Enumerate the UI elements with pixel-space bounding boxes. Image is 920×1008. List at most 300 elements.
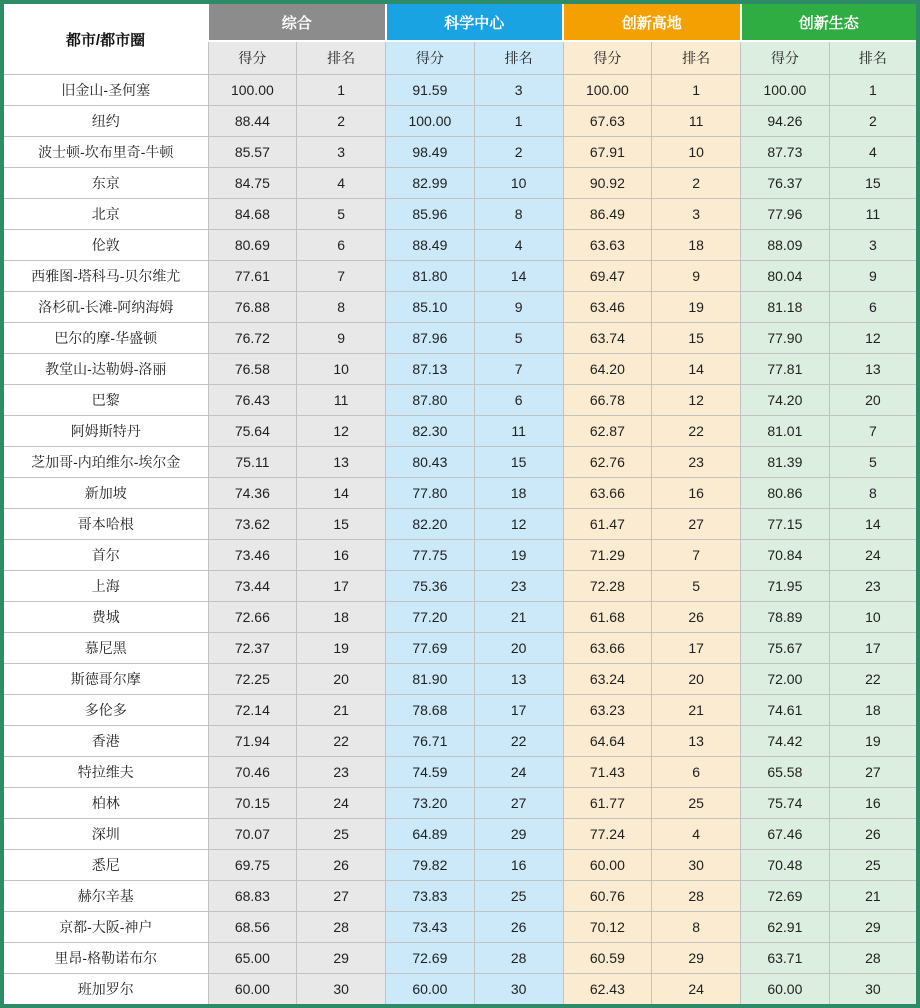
rank-cell: 21 [474,602,563,633]
rank-cell: 25 [474,881,563,912]
rank-cell: 9 [652,261,741,292]
score-cell: 100.00 [386,106,475,137]
rank-cell: 10 [652,137,741,168]
rank-cell: 14 [652,354,741,385]
score-cell: 63.24 [563,664,652,695]
rank-cell: 14 [297,478,386,509]
score-cell: 82.20 [386,509,475,540]
table-row [2,137,918,168]
score-cell: 73.62 [208,509,297,540]
subheader-score-cell: 得分 [386,41,475,75]
city-cell: 深圳 [2,819,208,850]
score-cell: 62.43 [563,974,652,1007]
city-cell: 哥本哈根 [2,509,208,540]
rank-cell: 2 [474,137,563,168]
rank-cell: 12 [297,416,386,447]
rank-cell: 15 [474,447,563,478]
rank-cell: 25 [829,850,918,881]
city-cell: 香港 [2,726,208,757]
table-row [2,447,918,478]
rank-cell: 15 [829,168,918,199]
score-cell: 72.69 [386,943,475,974]
score-cell: 80.69 [208,230,297,261]
rank-cell: 5 [474,323,563,354]
table-row [2,478,918,509]
table-row [2,757,918,788]
rank-cell: 10 [474,168,563,199]
rank-cell: 14 [829,509,918,540]
rank-cell: 24 [829,540,918,571]
rank-cell: 18 [297,602,386,633]
rank-cell: 11 [474,416,563,447]
rank-cell: 10 [829,602,918,633]
rank-cell: 11 [829,199,918,230]
city-cell: 巴黎 [2,385,208,416]
table-row [2,819,918,850]
score-cell: 72.00 [741,664,830,695]
rank-cell: 27 [297,881,386,912]
group-header-composite: 综合 [208,2,386,41]
rank-cell: 19 [652,292,741,323]
rank-cell: 20 [829,385,918,416]
score-cell: 100.00 [208,75,297,106]
score-cell: 72.14 [208,695,297,726]
score-cell: 60.00 [208,974,297,1007]
table-row [2,168,918,199]
score-cell: 94.26 [741,106,830,137]
city-cell: 东京 [2,168,208,199]
rank-cell: 2 [652,168,741,199]
city-cell: 慕尼黑 [2,633,208,664]
rank-cell: 3 [652,199,741,230]
rank-cell: 18 [829,695,918,726]
score-cell: 79.82 [386,850,475,881]
rank-cell: 20 [652,664,741,695]
table-row [2,199,918,230]
score-cell: 70.48 [741,850,830,881]
score-cell: 73.46 [208,540,297,571]
score-cell: 77.90 [741,323,830,354]
city-cell: 班加罗尔 [2,974,208,1007]
rank-cell: 27 [652,509,741,540]
rank-cell: 8 [474,199,563,230]
score-cell: 75.74 [741,788,830,819]
score-cell: 76.58 [208,354,297,385]
rank-cell: 13 [829,354,918,385]
score-cell: 64.64 [563,726,652,757]
table-row [2,633,918,664]
group-header-science-center: 科学中心 [386,2,564,41]
rank-cell: 26 [297,850,386,881]
score-cell: 80.43 [386,447,475,478]
rank-cell: 11 [652,106,741,137]
table-row [2,323,918,354]
score-cell: 64.20 [563,354,652,385]
group-header-row [2,2,918,41]
rank-cell: 29 [829,912,918,943]
score-cell: 61.77 [563,788,652,819]
rank-cell: 29 [474,819,563,850]
score-cell: 81.01 [741,416,830,447]
score-cell: 77.69 [386,633,475,664]
rank-cell: 16 [297,540,386,571]
score-cell: 100.00 [563,75,652,106]
rank-cell: 22 [652,416,741,447]
city-cell: 里昂-格勒诺布尔 [2,943,208,974]
rank-cell: 20 [474,633,563,664]
score-cell: 60.00 [386,974,475,1007]
city-cell: 洛杉矶-长滩-阿纳海姆 [2,292,208,323]
subheader-rank-cell: 排名 [652,41,741,75]
rank-cell: 30 [829,974,918,1007]
score-cell: 84.68 [208,199,297,230]
rank-cell: 15 [652,323,741,354]
score-cell: 78.68 [386,695,475,726]
rank-cell: 19 [474,540,563,571]
score-cell: 60.59 [563,943,652,974]
score-cell: 72.28 [563,571,652,602]
rank-cell: 5 [652,571,741,602]
score-cell: 81.18 [741,292,830,323]
score-cell: 72.66 [208,602,297,633]
rank-cell: 17 [297,571,386,602]
score-cell: 73.43 [386,912,475,943]
city-cell: 悉尼 [2,850,208,881]
rank-cell: 23 [829,571,918,602]
score-cell: 63.46 [563,292,652,323]
rank-cell: 5 [297,199,386,230]
score-cell: 73.20 [386,788,475,819]
score-cell: 77.81 [741,354,830,385]
subheader-score-cell: 得分 [563,41,652,75]
rank-cell: 25 [297,819,386,850]
score-cell: 100.00 [741,75,830,106]
rank-cell: 26 [474,912,563,943]
score-cell: 70.15 [208,788,297,819]
score-cell: 63.66 [563,478,652,509]
rank-cell: 9 [829,261,918,292]
rank-cell: 12 [829,323,918,354]
rank-cell: 11 [297,385,386,416]
score-cell: 73.83 [386,881,475,912]
rank-cell: 28 [829,943,918,974]
city-cell: 斯德哥尔摩 [2,664,208,695]
rank-cell: 21 [297,695,386,726]
score-cell: 68.56 [208,912,297,943]
score-cell: 75.11 [208,447,297,478]
score-cell: 74.59 [386,757,475,788]
table-row [2,106,918,137]
rank-cell: 12 [474,509,563,540]
table-row [2,509,918,540]
table-body [2,75,918,1007]
score-cell: 64.89 [386,819,475,850]
corner-header-cell: 都市/都市圈 [2,2,208,75]
rank-cell: 13 [652,726,741,757]
rank-cell: 25 [652,788,741,819]
table-row [2,416,918,447]
score-cell: 88.49 [386,230,475,261]
rank-cell: 22 [474,726,563,757]
score-cell: 81.39 [741,447,830,478]
score-cell: 60.76 [563,881,652,912]
rank-cell: 7 [652,540,741,571]
city-cell: 芝加哥-内珀维尔-埃尔金 [2,447,208,478]
rank-cell: 4 [652,819,741,850]
score-cell: 90.92 [563,168,652,199]
city-cell: 旧金山-圣何塞 [2,75,208,106]
table-row [2,385,918,416]
rank-cell: 6 [829,292,918,323]
score-cell: 77.61 [208,261,297,292]
rank-cell: 19 [829,726,918,757]
table-row [2,230,918,261]
score-cell: 87.73 [741,137,830,168]
score-cell: 67.46 [741,819,830,850]
rank-cell: 3 [297,137,386,168]
score-cell: 87.13 [386,354,475,385]
rank-cell: 15 [297,509,386,540]
city-cell: 纽约 [2,106,208,137]
rank-cell: 23 [652,447,741,478]
rank-cell: 21 [652,695,741,726]
rank-cell: 24 [474,757,563,788]
score-cell: 60.00 [563,850,652,881]
table-row [2,354,918,385]
rank-cell: 7 [829,416,918,447]
score-cell: 66.78 [563,385,652,416]
rank-cell: 30 [297,974,386,1007]
score-cell: 81.80 [386,261,475,292]
city-cell: 上海 [2,571,208,602]
rank-cell: 5 [829,447,918,478]
score-cell: 71.29 [563,540,652,571]
city-cell: 波士顿-坎布里奇-牛顿 [2,137,208,168]
rank-cell: 30 [652,850,741,881]
city-cell: 首尔 [2,540,208,571]
score-cell: 80.04 [741,261,830,292]
city-cell: 多伦多 [2,695,208,726]
subheader-score-cell: 得分 [741,41,830,75]
rank-cell: 4 [297,168,386,199]
score-cell: 80.86 [741,478,830,509]
score-cell: 76.37 [741,168,830,199]
city-cell: 赫尔辛基 [2,881,208,912]
subheader-rank-cell: 排名 [297,41,386,75]
score-cell: 70.07 [208,819,297,850]
city-cell: 京都-大阪-神户 [2,912,208,943]
score-cell: 74.61 [741,695,830,726]
table-row [2,292,918,323]
rank-cell: 1 [297,75,386,106]
rank-cell: 28 [474,943,563,974]
score-cell: 88.09 [741,230,830,261]
score-cell: 74.20 [741,385,830,416]
score-cell: 82.99 [386,168,475,199]
score-cell: 67.91 [563,137,652,168]
rank-cell: 7 [297,261,386,292]
score-cell: 62.87 [563,416,652,447]
rank-cell: 2 [297,106,386,137]
city-cell: 西雅图-塔科马-贝尔维尤 [2,261,208,292]
score-cell: 85.10 [386,292,475,323]
table-row [2,540,918,571]
score-cell: 72.69 [741,881,830,912]
table-row [2,261,918,292]
table-row [2,881,918,912]
table-row [2,75,918,106]
score-cell: 62.91 [741,912,830,943]
score-cell: 65.58 [741,757,830,788]
score-cell: 75.36 [386,571,475,602]
rank-cell: 9 [474,292,563,323]
score-cell: 77.20 [386,602,475,633]
rank-cell: 13 [474,664,563,695]
rank-cell: 24 [297,788,386,819]
score-cell: 81.90 [386,664,475,695]
score-cell: 71.95 [741,571,830,602]
rank-cell: 1 [474,106,563,137]
score-cell: 61.68 [563,602,652,633]
score-cell: 67.63 [563,106,652,137]
table-row [2,943,918,974]
city-cell: 特拉维夫 [2,757,208,788]
rank-cell: 13 [297,447,386,478]
rank-cell: 6 [297,230,386,261]
rank-cell: 18 [474,478,563,509]
rank-cell: 27 [829,757,918,788]
city-cell: 费城 [2,602,208,633]
score-cell: 63.71 [741,943,830,974]
rank-cell: 30 [474,974,563,1007]
rank-cell: 12 [652,385,741,416]
rank-cell: 29 [652,943,741,974]
score-cell: 82.30 [386,416,475,447]
rank-cell: 3 [474,75,563,106]
score-cell: 75.67 [741,633,830,664]
rank-cell: 4 [474,230,563,261]
city-cell: 柏林 [2,788,208,819]
score-cell: 75.64 [208,416,297,447]
score-cell: 78.89 [741,602,830,633]
score-cell: 62.76 [563,447,652,478]
rank-cell: 23 [474,571,563,602]
score-cell: 68.83 [208,881,297,912]
score-cell: 87.96 [386,323,475,354]
rank-cell: 10 [297,354,386,385]
rank-cell: 16 [474,850,563,881]
score-cell: 91.59 [386,75,475,106]
score-cell: 76.88 [208,292,297,323]
table-row [2,571,918,602]
rank-cell: 18 [652,230,741,261]
table-row [2,850,918,881]
table-row [2,912,918,943]
score-cell: 77.24 [563,819,652,850]
score-cell: 77.15 [741,509,830,540]
table-row [2,726,918,757]
city-cell: 北京 [2,199,208,230]
score-cell: 74.42 [741,726,830,757]
score-cell: 63.66 [563,633,652,664]
subheader-score-cell: 得分 [208,41,297,75]
rank-cell: 24 [652,974,741,1007]
table-row [2,695,918,726]
score-cell: 71.94 [208,726,297,757]
rank-cell: 26 [652,602,741,633]
rank-cell: 20 [297,664,386,695]
rank-cell: 19 [297,633,386,664]
score-cell: 87.80 [386,385,475,416]
score-cell: 77.80 [386,478,475,509]
city-cell: 新加坡 [2,478,208,509]
score-cell: 73.44 [208,571,297,602]
rank-cell: 4 [829,137,918,168]
score-cell: 63.74 [563,323,652,354]
score-cell: 88.44 [208,106,297,137]
score-cell: 76.43 [208,385,297,416]
score-cell: 71.43 [563,757,652,788]
rank-cell: 2 [829,106,918,137]
city-cell: 巴尔的摩-华盛顿 [2,323,208,354]
rank-cell: 6 [652,757,741,788]
score-cell: 74.36 [208,478,297,509]
rank-cell: 8 [829,478,918,509]
rank-cell: 23 [297,757,386,788]
rank-cell: 16 [652,478,741,509]
table-row [2,602,918,633]
score-cell: 63.63 [563,230,652,261]
rank-cell: 28 [297,912,386,943]
score-cell: 86.49 [563,199,652,230]
rank-cell: 27 [474,788,563,819]
rank-cell: 14 [474,261,563,292]
rank-cell: 9 [297,323,386,354]
group-header-innovation-highland: 创新高地 [563,2,741,41]
score-cell: 98.49 [386,137,475,168]
rank-cell: 16 [829,788,918,819]
group-header-innovation-ecosystem: 创新生态 [741,2,919,41]
rank-cell: 29 [297,943,386,974]
score-cell: 63.23 [563,695,652,726]
score-cell: 69.47 [563,261,652,292]
score-cell: 72.37 [208,633,297,664]
rank-cell: 17 [829,633,918,664]
score-cell: 77.75 [386,540,475,571]
city-cell: 伦敦 [2,230,208,261]
rank-cell: 17 [652,633,741,664]
subheader-rank-cell: 排名 [474,41,563,75]
rank-cell: 7 [474,354,563,385]
table-row [2,788,918,819]
subheader-rank-cell: 排名 [829,41,918,75]
score-cell: 76.71 [386,726,475,757]
score-cell: 84.75 [208,168,297,199]
score-cell: 77.96 [741,199,830,230]
city-cell: 阿姆斯特丹 [2,416,208,447]
rank-cell: 26 [829,819,918,850]
rank-cell: 1 [829,75,918,106]
score-cell: 76.72 [208,323,297,354]
rank-cell: 28 [652,881,741,912]
rank-cell: 3 [829,230,918,261]
score-cell: 72.25 [208,664,297,695]
city-cell: 教堂山-达勒姆-洛丽 [2,354,208,385]
rank-cell: 8 [297,292,386,323]
rank-cell: 21 [829,881,918,912]
table-row [2,664,918,695]
rank-cell: 8 [652,912,741,943]
